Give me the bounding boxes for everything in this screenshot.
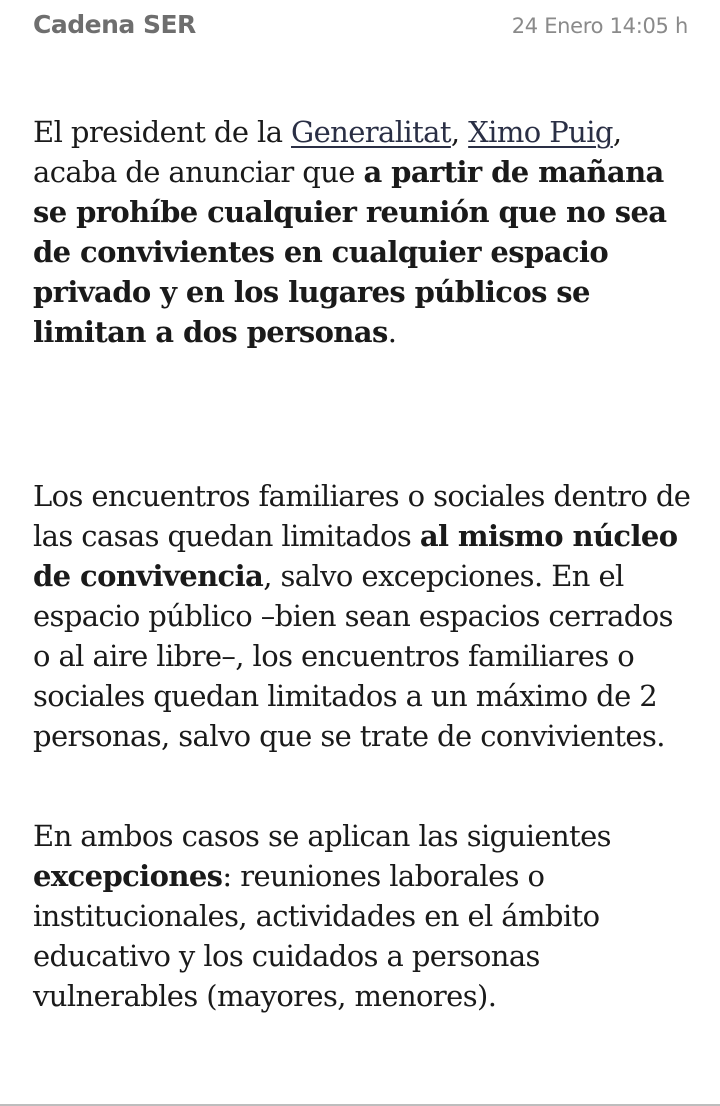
p3-bold-1: excepciones [33,859,223,893]
generalitat-link[interactable]: Generalitat [291,115,451,149]
paragraph-2 [33,476,693,756]
paragraph-1 [33,112,693,352]
publish-timestamp: 24 Enero 14:05 h [511,14,688,38]
article-body [33,112,693,1016]
p1-text-1: El president de la [33,115,292,149]
article-header [0,0,720,56]
ximo-puig-link[interactable]: Ximo Puig [468,115,613,149]
p2-bold-1: al mismo núcleo de convivencia [33,519,678,593]
p2-text-1: Los encuentros familiares o sociales dentro de las casas quedan limitados [33,479,691,553]
p1-text-4: . [387,315,397,349]
p2-text-2: , salvo excepciones. En el espacio público –bien sean espacios cerrados o al aire libre–, los encuentros familiares o sociales quedan limitados a un máximo de 2 personas, salvo que se trate de convivientes. [33,559,673,753]
p3-text-2: : reuniones laborales o institucionales, actividades en el ámbito educativo y los cuidados a personas vulnerables (mayores, menores). [33,859,600,1013]
p3-text-1: En ambos casos se aplican las siguientes [33,819,611,853]
paragraph-3 [33,816,693,1016]
source-name[interactable]: Cadena SER [33,10,196,39]
p1-text-2: , [450,115,469,149]
p1-text-3: , acaba de anunciar que [33,115,622,189]
p1-bold-1: a partir de mañana se prohíbe cualquier reunión que no sea de convivientes en cualquier espacio privado y en los lugares públicos se limitan a dos personas [33,155,667,349]
